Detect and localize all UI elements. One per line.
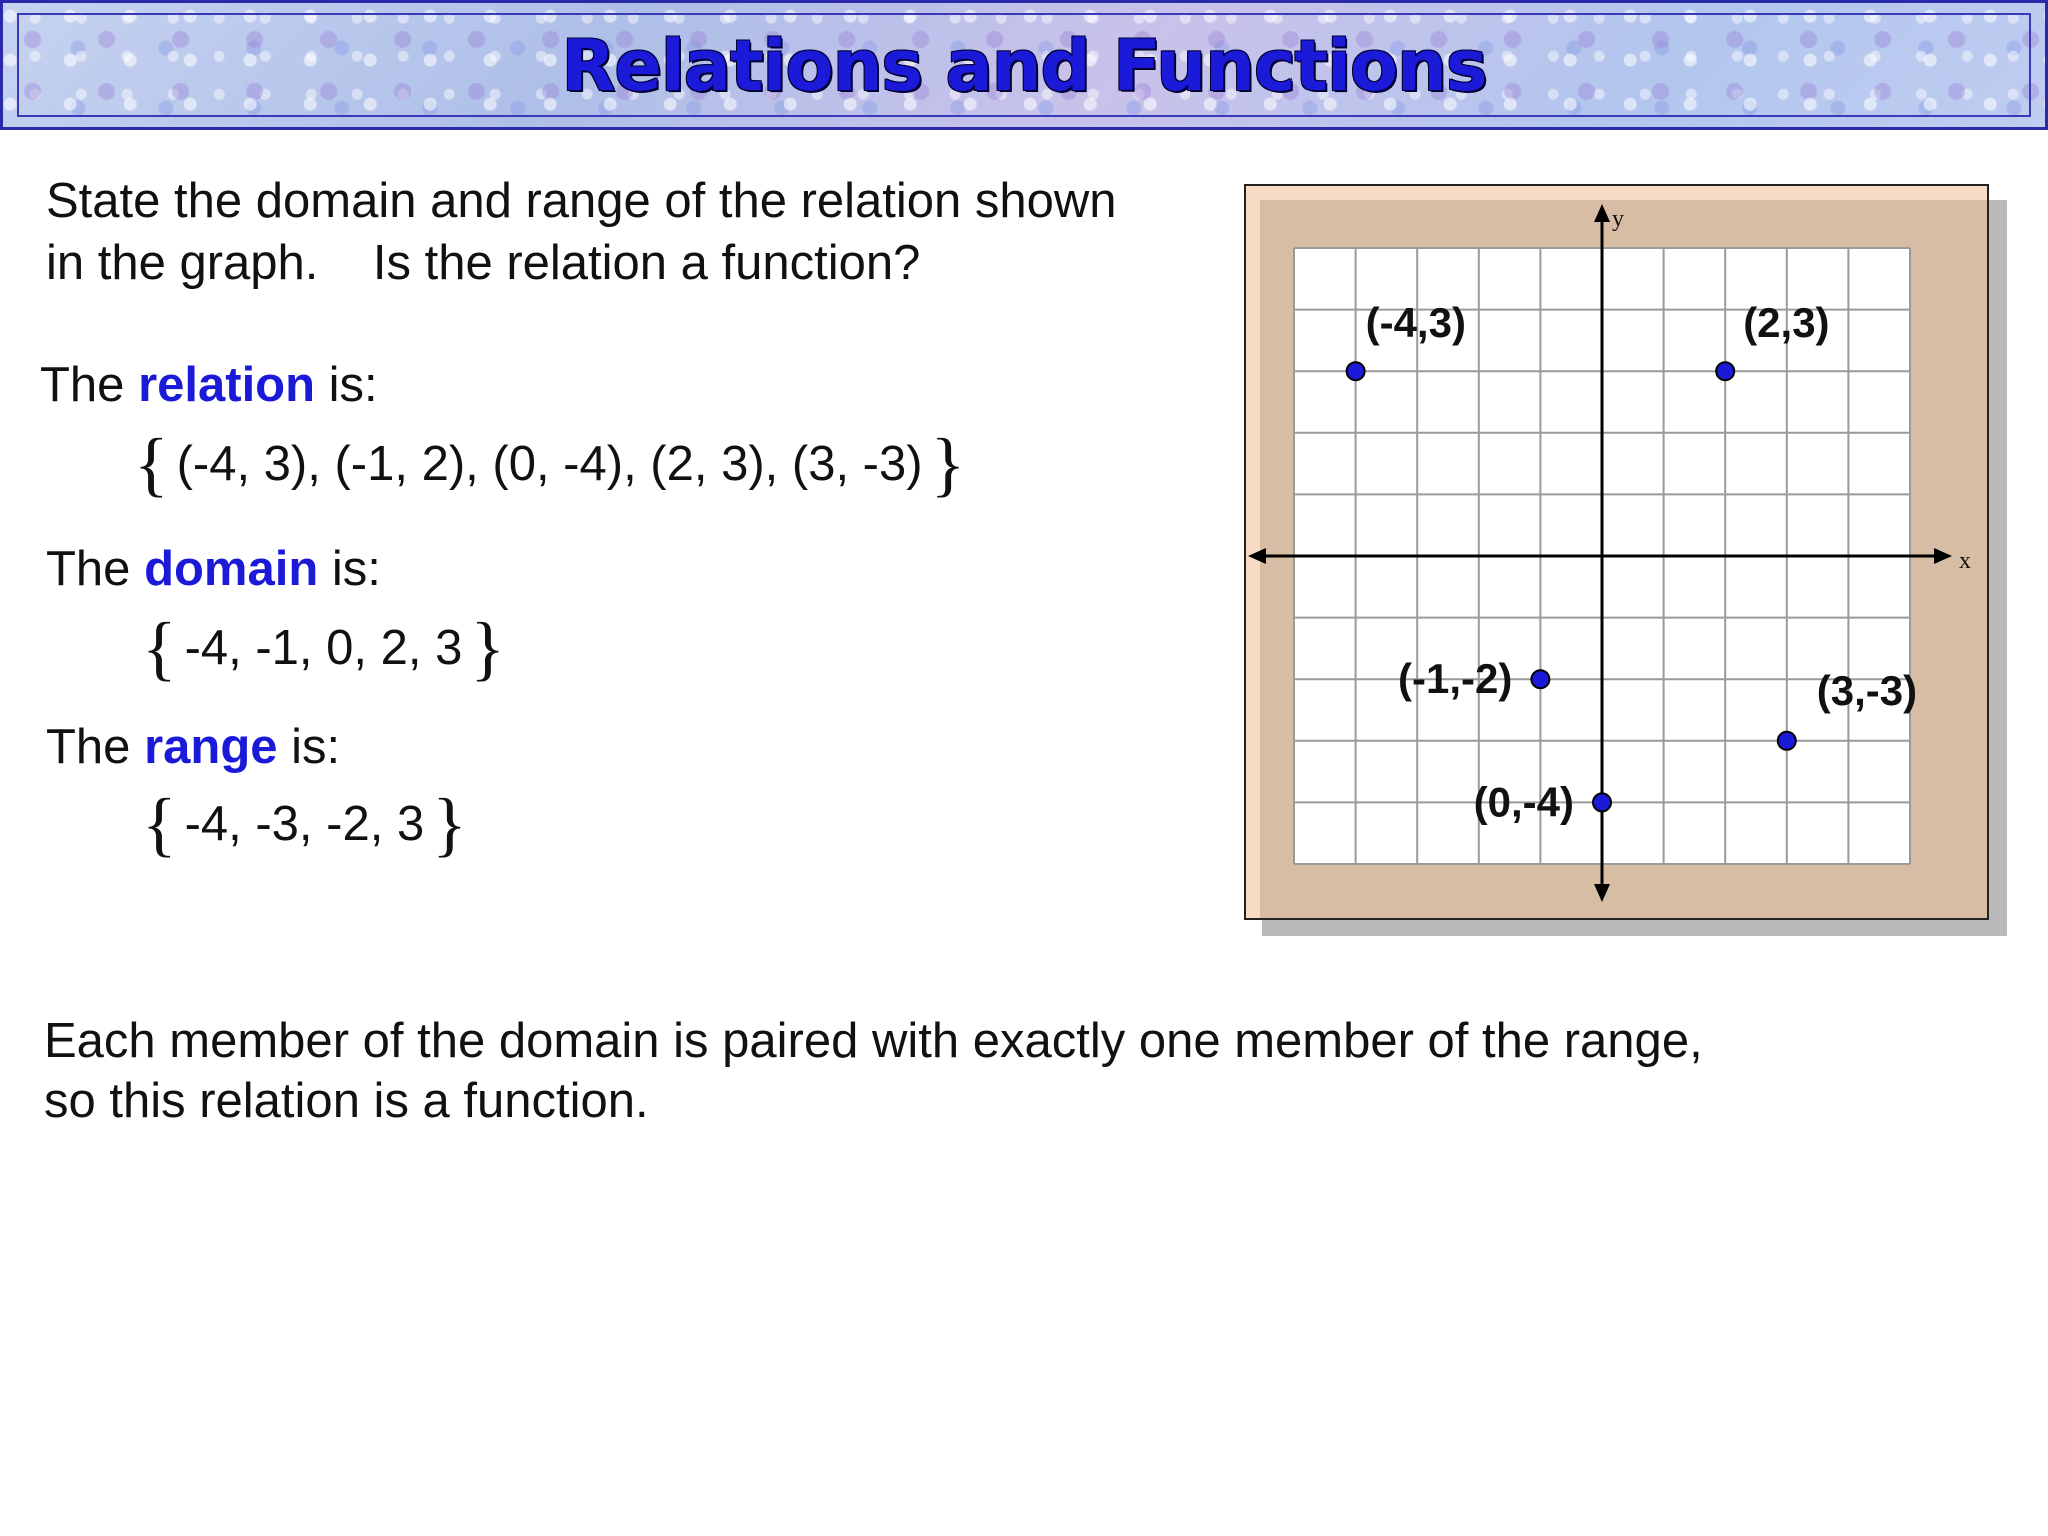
relation-close-brace: } (930, 424, 966, 504)
conclusion-line-2: so this relation is a function. (44, 1074, 649, 1128)
question-line-1: State the domain and range of the relation shown (46, 174, 1117, 228)
data-point-label: (-4,3) (1365, 299, 1466, 347)
relation-prefix: The (40, 358, 125, 412)
range-set (142, 784, 475, 864)
range-suffix: is: (291, 720, 341, 774)
y-axis-up-arrow-icon (1594, 204, 1610, 222)
domain-open-brace: { (142, 608, 177, 688)
relation-open-brace: { (134, 424, 169, 504)
data-point-label: (-1,-2) (1398, 655, 1513, 703)
title-banner (0, 0, 2048, 130)
domain-suffix: is: (331, 542, 381, 596)
domain-keyword: domain (144, 542, 319, 596)
relation-heading (40, 354, 378, 416)
relation-set-values: (-4, 3), (-1, 2), (0, -4), (2, 3), (3, -3) (176, 437, 923, 491)
x-axis-right-arrow-icon (1934, 548, 1952, 564)
range-heading (46, 716, 340, 778)
domain-close-brace: } (470, 608, 505, 688)
coordinate-graph (1246, 186, 1991, 922)
range-prefix: The (46, 720, 131, 774)
relation-keyword: relation (138, 358, 316, 412)
coordinate-graph-frame (1244, 184, 1989, 920)
x-axis-label: x (1959, 548, 1971, 574)
range-open-brace: { (142, 784, 177, 864)
range-keyword: range (144, 720, 278, 774)
data-point-label: (2,3) (1743, 299, 1830, 347)
conclusion-line-1: Each member of the domain is paired with exactly one member of the range, (44, 1014, 1703, 1068)
range-set-values: -4, -3, -2, 3 (184, 797, 425, 851)
relation-suffix: is: (328, 358, 378, 412)
data-point (1531, 670, 1549, 688)
x-axis-left-arrow-icon (1248, 548, 1266, 564)
y-axis-label: y (1612, 206, 1624, 232)
domain-set (142, 608, 513, 688)
question-line-2: in the graph. Is the relation a function? (46, 236, 921, 290)
domain-heading (46, 538, 381, 600)
data-point (1716, 362, 1734, 380)
slide-title: Relations and Functions (561, 25, 1487, 107)
range-close-brace: } (432, 784, 467, 864)
data-point (1593, 793, 1611, 811)
data-point (1778, 732, 1796, 750)
domain-set-values: -4, -1, 0, 2, 3 (184, 621, 463, 675)
domain-prefix: The (46, 542, 131, 596)
y-axis-down-arrow-icon (1594, 884, 1610, 902)
data-point-label: (3,-3) (1816, 666, 1918, 714)
data-point-label: (0,-4) (1473, 778, 1574, 826)
data-point (1347, 362, 1365, 380)
relation-set (134, 424, 973, 504)
